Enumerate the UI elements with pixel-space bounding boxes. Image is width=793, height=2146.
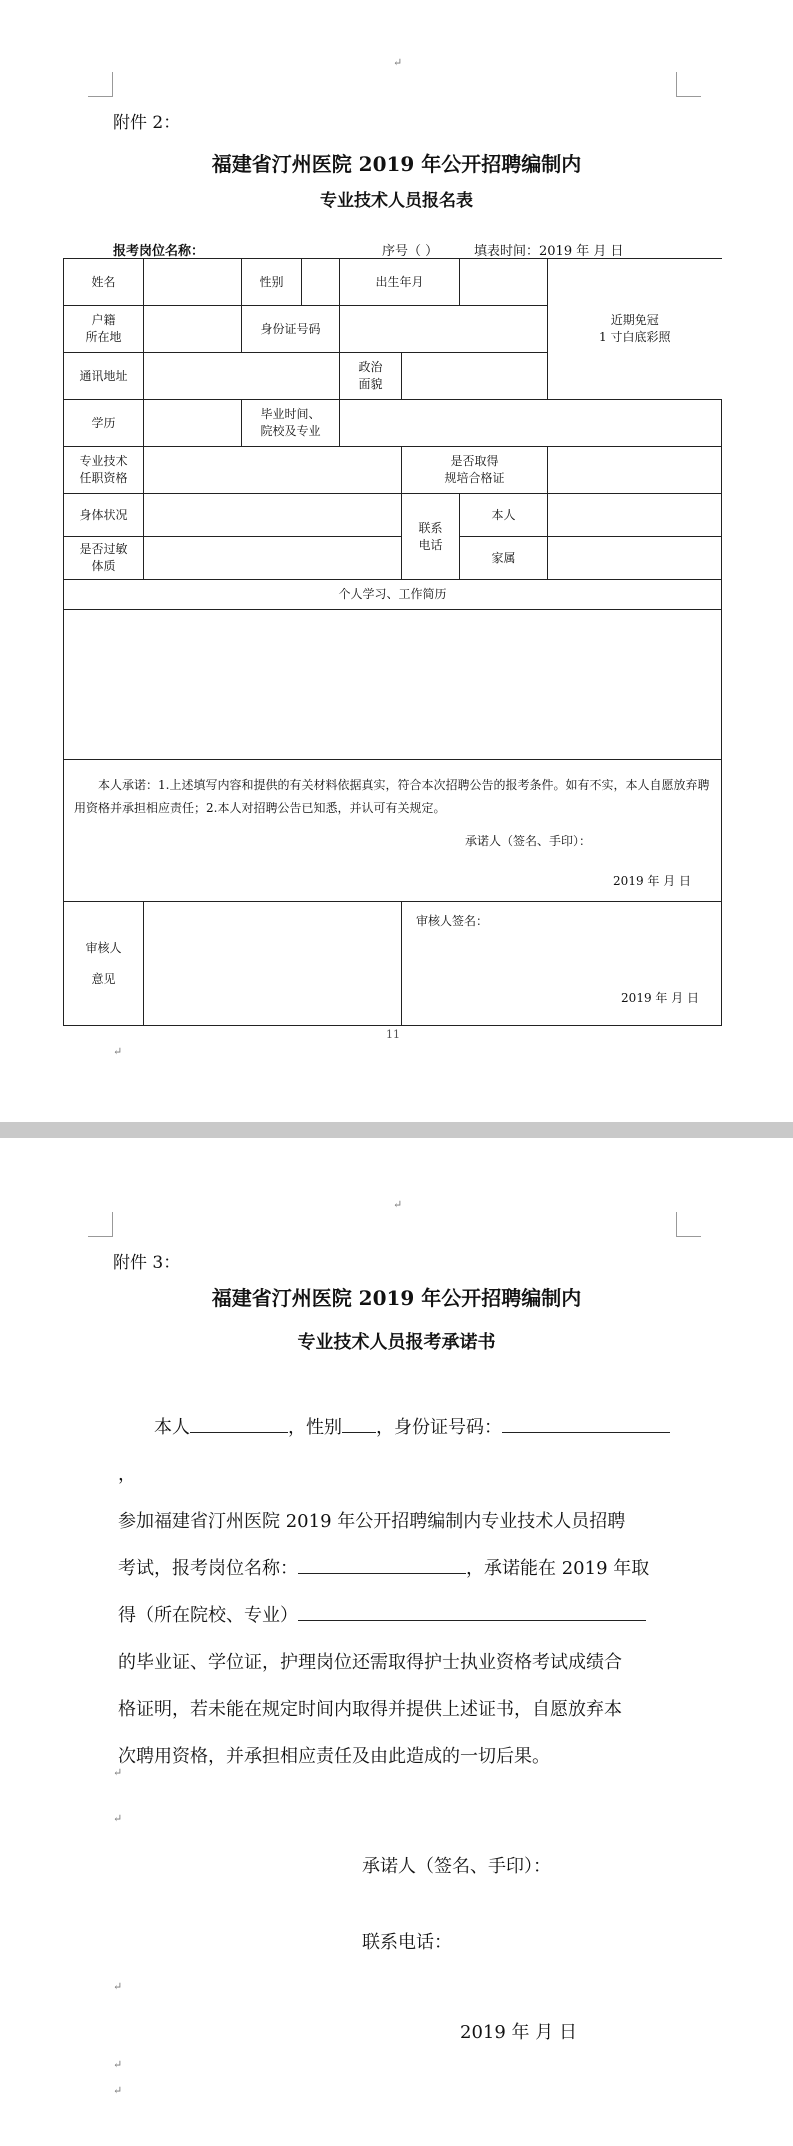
gender-label: 性别 bbox=[242, 259, 302, 306]
pledger-label: 承诺人（签名、手印）： bbox=[465, 833, 592, 848]
page-separator bbox=[0, 1122, 793, 1138]
paragraph-mark: ↵ bbox=[113, 1980, 123, 1993]
reviewer-sign-label: 审核人签名： bbox=[416, 914, 489, 929]
grad-info-value[interactable] bbox=[340, 400, 722, 447]
pledge-block bbox=[64, 760, 722, 902]
qualification-value[interactable] bbox=[144, 447, 402, 494]
pledge-line: 参加福建省汀州医院 2019 年公开招聘编制内专业技术人员招聘 bbox=[118, 1511, 626, 1532]
paragraph-mark: ↵ bbox=[113, 1766, 123, 1779]
name-label: 姓名 bbox=[64, 259, 144, 306]
birth-value[interactable] bbox=[460, 259, 548, 306]
fill-time-label: 填表时间：2019 年 月 日 bbox=[474, 244, 624, 259]
self-phone-label: 本人 bbox=[460, 494, 548, 537]
pledge-line: 的毕业证、学位证，护理岗位还需取得护士执业资格考试成绩合 bbox=[118, 1652, 622, 1673]
paragraph-mark: ↵ bbox=[393, 1198, 403, 1211]
form-subtitle: 专业技术人员报名表 bbox=[320, 191, 473, 211]
contact-label: 联系 电话 bbox=[402, 494, 460, 580]
gender-blank[interactable] bbox=[342, 1412, 376, 1433]
allergy-label: 是否过敏 体质 bbox=[64, 537, 144, 580]
paragraph-mark: ↵ bbox=[113, 1045, 123, 1058]
phone-label: 联系电话： bbox=[362, 1932, 452, 1953]
id-number-blank[interactable] bbox=[502, 1412, 670, 1433]
reviewer-opinion-label: 审核人 意见 bbox=[64, 902, 144, 1026]
address-label: 通讯地址 bbox=[64, 353, 144, 400]
photo-label: 1 寸白底彩照 bbox=[599, 330, 671, 344]
pledge-line: 格证明，若未能在规定时间内取得并提供上述证书，自愿放弃本 bbox=[118, 1699, 622, 1720]
training-cert-value[interactable] bbox=[548, 447, 722, 494]
education-label: 学历 bbox=[64, 400, 144, 447]
birth-label: 出生年月 bbox=[340, 259, 460, 306]
crop-mark bbox=[676, 1212, 701, 1237]
crop-mark bbox=[676, 72, 701, 97]
reviewer-sign-block bbox=[402, 902, 722, 1026]
paragraph-mark: ↵ bbox=[113, 1812, 123, 1825]
id-number-value[interactable] bbox=[340, 306, 548, 353]
crop-mark bbox=[88, 1212, 113, 1237]
reviewer-opinion-value[interactable] bbox=[144, 902, 402, 1026]
attachment-label: 附件 2： bbox=[113, 113, 181, 133]
address-value[interactable] bbox=[144, 353, 340, 400]
signer-label: 承诺人（签名、手印）： bbox=[362, 1856, 551, 1877]
family-phone-value[interactable] bbox=[548, 537, 722, 580]
review-date: 2019 年 月 日 bbox=[621, 990, 700, 1005]
hukou-label: 户籍 所在地 bbox=[64, 306, 144, 353]
position-label: 报考岗位名称： bbox=[113, 244, 205, 259]
political-value[interactable] bbox=[402, 353, 548, 400]
pledge-body bbox=[118, 1404, 678, 1780]
grad-info-label: 毕业时间、 院校及专业 bbox=[242, 400, 340, 447]
paragraph-mark: ↵ bbox=[113, 2058, 123, 2071]
education-value[interactable] bbox=[144, 400, 242, 447]
page-2 bbox=[0, 1138, 793, 2146]
name-value[interactable] bbox=[144, 259, 242, 306]
school-major-blank[interactable] bbox=[298, 1600, 646, 1621]
gender-value[interactable] bbox=[302, 259, 340, 306]
training-cert-label: 是否取得 规培合格证 bbox=[402, 447, 548, 494]
paragraph-mark: ↵ bbox=[113, 2084, 123, 2097]
pledge-title: 福建省汀州医院 2019 年公开招聘编制内 bbox=[211, 1286, 582, 1310]
pledge-subtitle: 专业技术人员报考承诺书 bbox=[297, 1332, 496, 1353]
photo-label: 近期免冠 bbox=[610, 313, 659, 328]
position-blank[interactable] bbox=[298, 1553, 466, 1574]
serial-label: 序号（ ） bbox=[382, 244, 439, 259]
pledge-date: 2019 年 月 日 bbox=[460, 2022, 577, 2043]
self-phone-value[interactable] bbox=[548, 494, 722, 537]
pledge-line: 得（所在院校、专业） bbox=[118, 1592, 678, 1639]
political-label: 政治 面貌 bbox=[340, 353, 402, 400]
photo-box[interactable] bbox=[548, 259, 722, 400]
pledge-line: 考试，报考岗位名称： ，承诺能在 2019 年取 bbox=[118, 1545, 678, 1592]
allergy-value[interactable] bbox=[144, 537, 402, 580]
health-label: 身体状况 bbox=[64, 494, 144, 537]
family-phone-label: 家属 bbox=[460, 537, 548, 580]
health-value[interactable] bbox=[144, 494, 402, 537]
resume-body[interactable] bbox=[64, 610, 722, 760]
pledge-line: 本人 ，性别 ，身份证号码：， bbox=[118, 1404, 678, 1498]
id-number-label: 身份证号码 bbox=[242, 306, 340, 353]
page-number: 11 bbox=[386, 1028, 400, 1041]
resume-header: 个人学习、工作简历 bbox=[64, 580, 722, 610]
qualification-label: 专业技术 任职资格 bbox=[64, 447, 144, 494]
pledge-line: 次聘用资格，并承担相应责任及由此造成的一切后果。 bbox=[118, 1746, 550, 1767]
form-title: 福建省汀州医院 2019 年公开招聘编制内 bbox=[211, 152, 582, 176]
paragraph-mark: ↵ bbox=[393, 56, 403, 69]
name-blank[interactable] bbox=[190, 1412, 288, 1433]
hukou-value[interactable] bbox=[144, 306, 242, 353]
crop-mark bbox=[88, 72, 113, 97]
registration-form-table bbox=[63, 258, 722, 1026]
attachment-label: 附件 3： bbox=[113, 1253, 181, 1273]
pledge-text: 本人承诺：1.上述填写内容和提供的有关材料依据真实，符合本次招聘公告的报考条件。如有不实，本人自愿放弃聘用资格并承担相应责任；2.本人对招聘公告已知悉，并认可有关规定。 bbox=[74, 778, 710, 815]
pledge-date: 2019 年 月 日 bbox=[613, 874, 692, 889]
